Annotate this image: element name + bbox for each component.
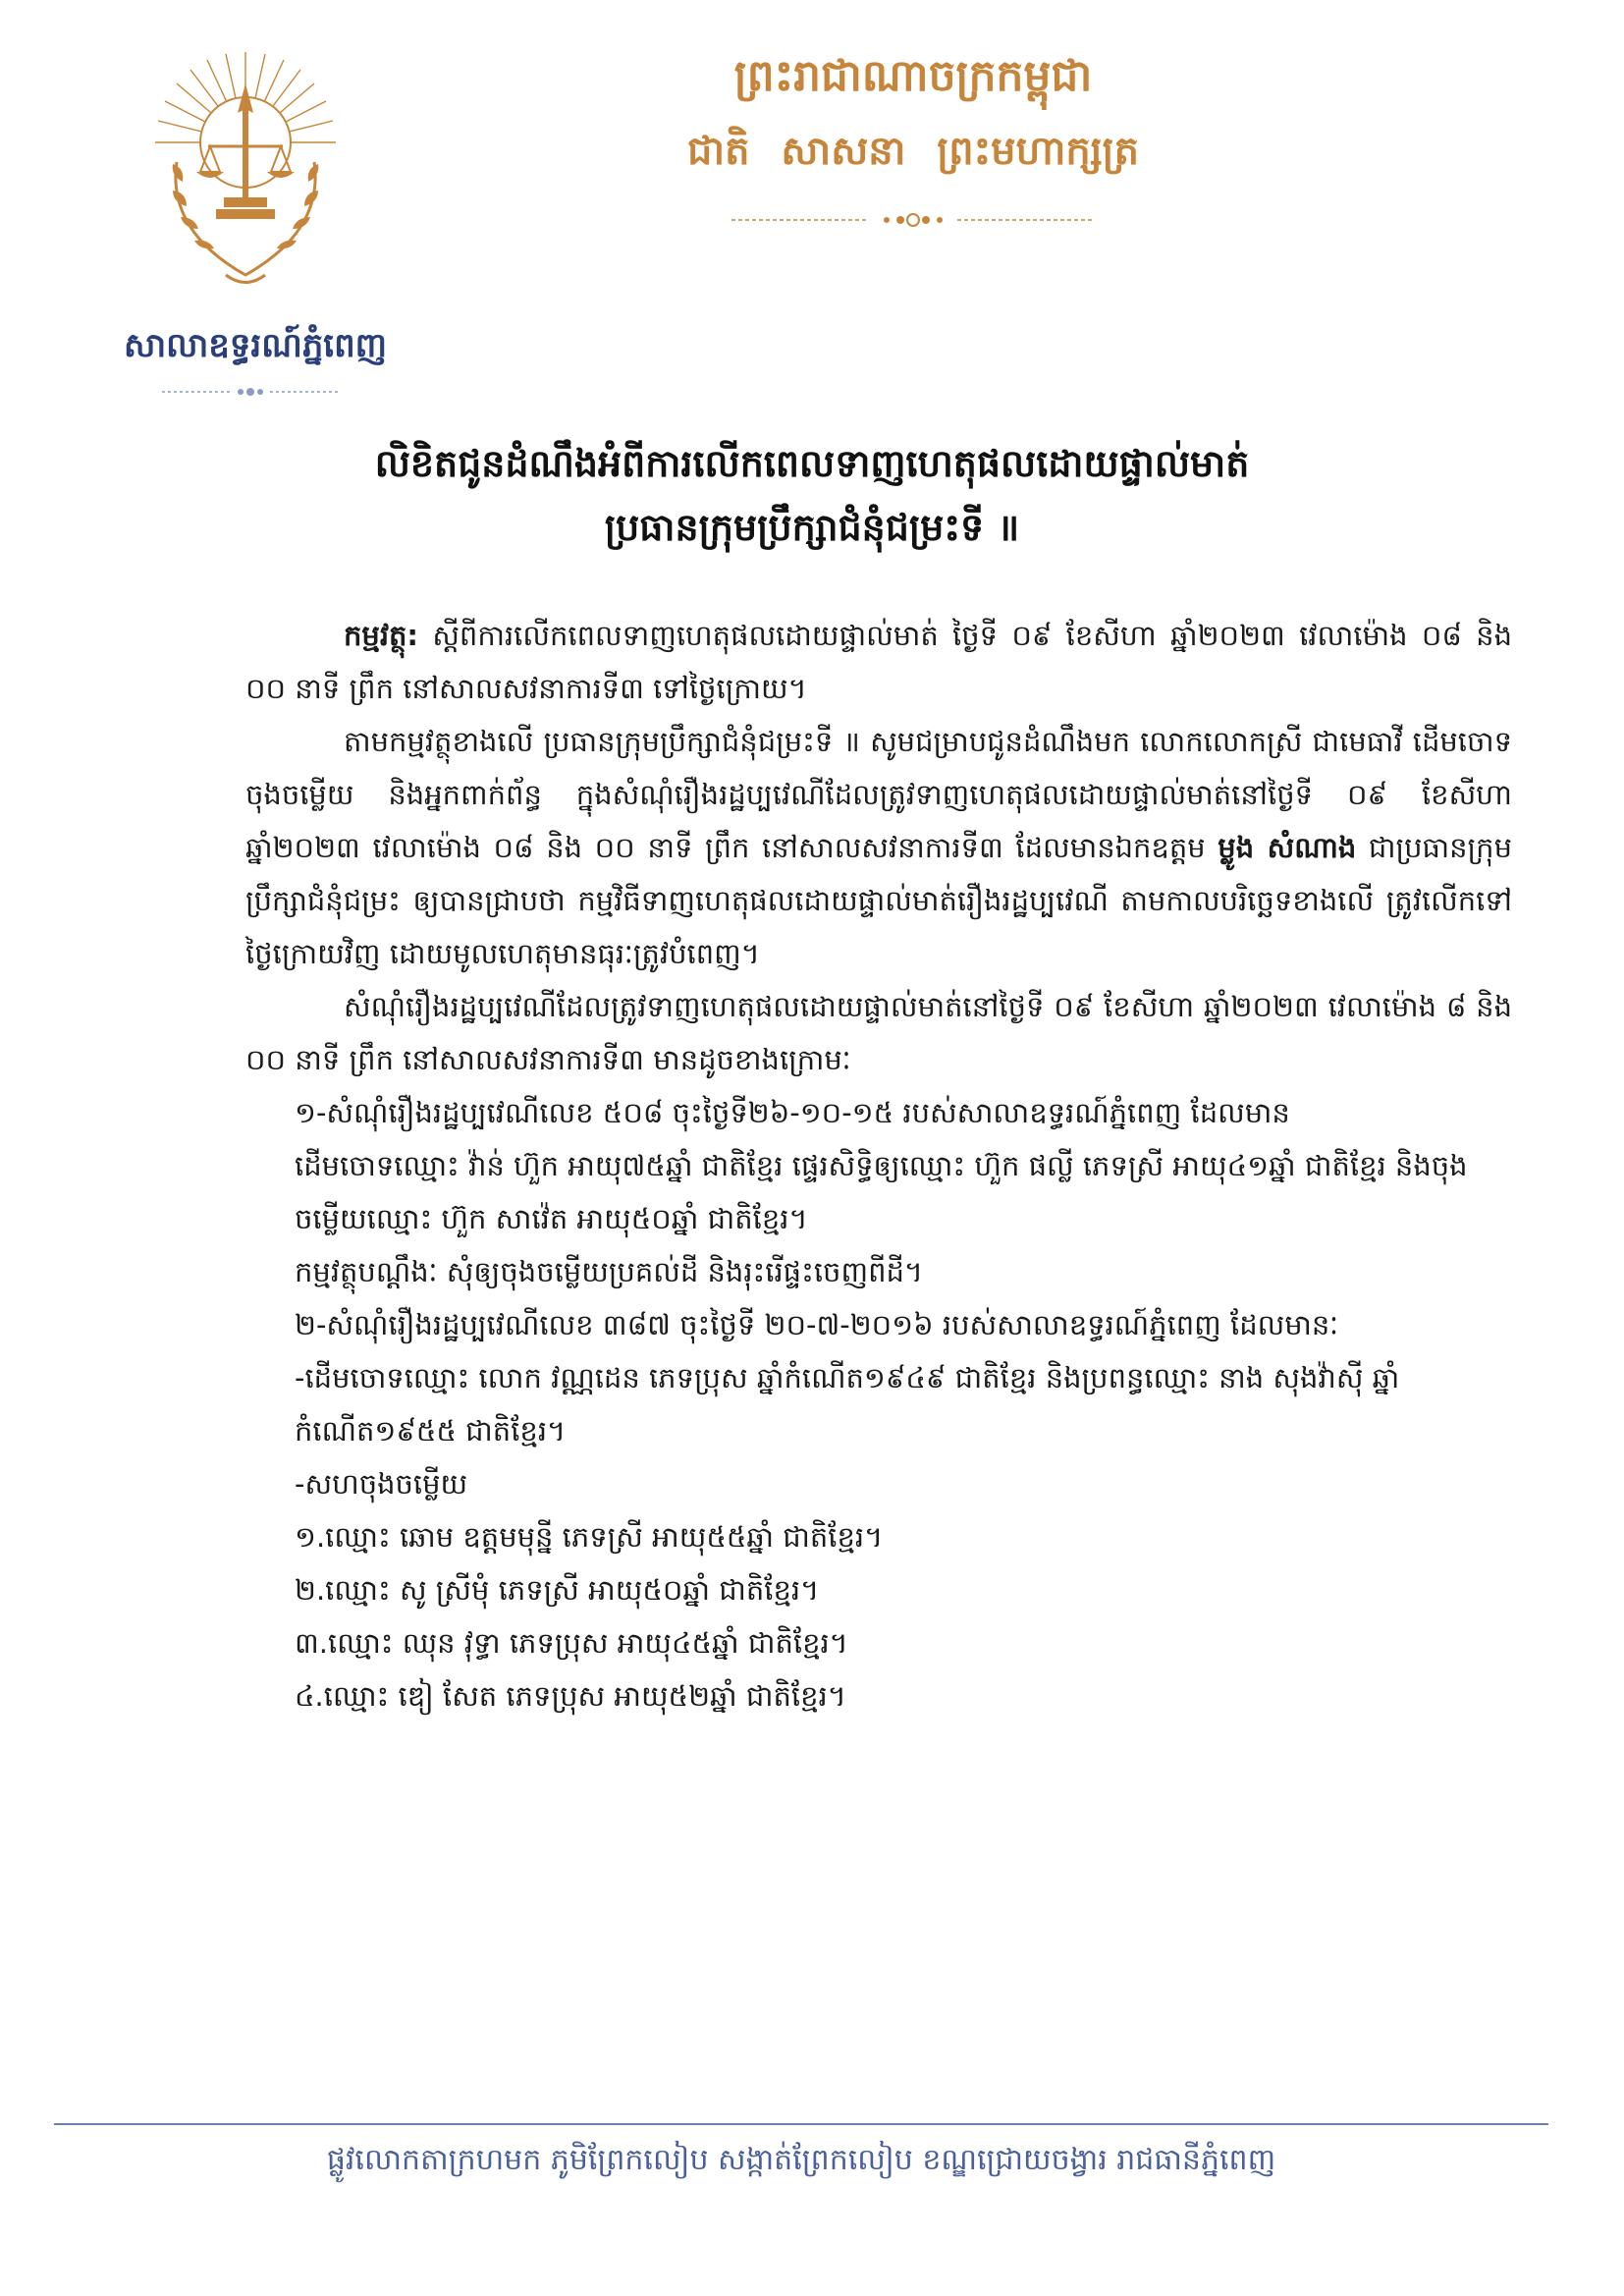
subject-paragraph: [245, 609, 1512, 715]
case1-header: ១-សំណុំរឿងរដ្ឋប្បវេណីលេខ ៥០៨ ចុះថ្ងៃទី២៦-១០-១៥ របស់សាលាឧទ្ធរណ៍ភ្នំពេញ ដែលមាន: [295, 1096, 1290, 1129]
court-ornament-icon: [162, 385, 339, 399]
kingdom-name: ព្រះរាជាណាចក្រកម្ពុជា: [733, 51, 1093, 101]
cases-intro-paragraph: សំណុំរឿងរដ្ឋប្បវេណីដែលត្រូវទាញហេតុផលដោយផ្ទាល់មាត់នៅថ្ងៃទី ០៩ ខែសីហា ឆ្នាំ២០២៣ វេលាម៉ោង ៨ និង ០០ នាទី ព្រឹក នៅសាលសវនាការទី៣ មានដូចខាងក្រោមៈ: [245, 990, 1512, 1076]
case2-defendant-1: ១.ឈ្មោះ ឆោម ឧត្តមមុន្នី ភេទស្រី អាយុ៥៥ឆ្នាំ ជាតិខ្មែរ។: [295, 1520, 884, 1554]
court-name: សាលាឧទ្ធរណ៍ភ្នំពេញ: [123, 326, 388, 365]
letter-subtitle: ប្រធានក្រុមប្រឹក្សាជំនុំជម្រះទី ॥: [604, 506, 1020, 549]
notice-paragraph: [245, 715, 1512, 980]
case1-parties: ដើមចោទឈ្មោះ វ៉ាន់ ហ៊ួក អាយុ៧៥ឆ្នាំ ជាតិខ្មែរ ផ្ទេរសិទ្ធិឲ្យឈ្មោះ ហ៊ួក ផល្លី ភេទស្រី អាយុ៤១ឆ្នាំ ជាតិខ្មែរ និងចុងចម្លើយឈ្មោះ ហ៊ួក សាវ៉េត អាយុ៥០ឆ្នាំ ជាតិខ្មែរ។: [295, 1149, 1468, 1235]
notice-text-start: តាមកម្មវត្ថុខាងលើ ប្រធានក្រុមប្រឹក្សាជំនុំជម្រះទី ॥ សូមជម្រាបជូនដំណឹងមក លោកលោកស្រី ជាមេធាវី ដើមចោទ ចុងចម្លើយ និងអ្នកពាក់ព័ន្ធ ក្នុងសំណុំរឿងរដ្ឋប្បវេណីដែលត្រូវទាញហេតុផលដោយផ្ទាល់មាត់នៅថ្ងៃទី ០៩ ខែសីហា ឆ្នាំ២០២៣ វេលាម៉ោង ០៨ និង ០០ នាទី ព្រឹក នៅសាលសវនាការទី៣ ដែលមានឯកឧត្តម: [245, 725, 1512, 864]
subject-label: កម្មវត្ថុ:: [344, 619, 419, 652]
case2-defendants-label: -សហចុងចម្លើយ: [295, 1467, 468, 1501]
letter-body: [245, 609, 1512, 1722]
notice-text-end: ជាប្រធានក្រុមប្រឹក្សាជំនុំជម្រះ ឲ្យបានជ្រាបថា កម្មវិធីទាញហេតុផលដោយផ្ទាល់មាត់រឿងរដ្ឋប្បវេណី តាមកាលបរិច្ឆេទខាងលើ ត្រូវលើកទៅថ្ងៃក្រោយវិញ ដោយមូលហេតុមានធុរៈត្រូវបំពេញ។: [245, 831, 1512, 970]
presiding-judge-name: ម្លូង សំណាង: [1218, 831, 1357, 864]
subject-text: ស្តីពីការលើកពេលទាញហេតុផលដោយផ្ទាល់មាត់ ថ្ងៃទី ០៩ ខែសីហា ឆ្នាំ២០២៣ វេលាម៉ោង ០៨ និង ០០ នាទី ព្រឹក នៅសាលសវនាការទី៣ ទៅថ្ងៃក្រោយ។: [245, 619, 1512, 705]
case2-plaintiff: -ដើមចោទឈ្មោះ លោក វណ្ណដេន ភេទប្រុស ឆ្នាំកំណើត១៩៤៩ ជាតិខ្មែរ និងប្រពន្ធឈ្មោះ នាង សុងវ៉ាស៊ី ឆ្នាំកំណើត១៩៥៥ ជាតិខ្មែរ។: [295, 1361, 1400, 1448]
national-motto: ជាតិ សាសនា ព្រះមហាក្សត្រ: [687, 129, 1139, 174]
footer-address: ផ្លូវលោកតាក្រហមក ភូមិព្រែកលៀប សង្កាត់ព្រែកលៀប ខណ្ឌជ្រោយចង្វារ រាជធានីភ្នំពេញ: [326, 2143, 1276, 2177]
case2-defendant-2: ២.ឈ្មោះ សូ ស្រីមុំ ភេទស្រី អាយុ៥០ឆ្នាំ ជាតិខ្មែរ។: [295, 1573, 820, 1607]
footer-divider: [54, 2123, 1548, 2125]
case2-defendant-3: ៣.ឈ្មោះ ឈុន វុទ្ធា ភេទប្រុស អាយុ៤៥ឆ្នាំ ជាតិខ្មែរ។: [295, 1626, 848, 1660]
case1-claim: កម្មវត្ថុបណ្តឹងៈ សុំឲ្យចុងចម្លើយប្រគល់ដី និងរុះរើផ្ទះចេញពីដី។: [295, 1255, 923, 1288]
case2-header: ២-សំណុំរឿងរដ្ឋប្បវេណីលេខ ៣៨៧ ចុះថ្ងៃទី ២០-៧-២០១៦ របស់សាលាឧទ្ធរណ៍ភ្នំពេញ ដែលមានៈ: [295, 1308, 1339, 1341]
motto-ornament-icon: [731, 211, 1095, 229]
case2-defendant-4: ៤.ឈ្មោះ ឌៀ សែត ភេទប្រុស អាយុ៥២ឆ្នាំ ជាតិខ្មែរ។: [295, 1679, 846, 1713]
court-emblem-icon: [147, 44, 344, 309]
letter-title: លិខិតជូនដំណឹងអំពីការលើកពេលទាញហេតុផលដោយផ្ទាល់មាត់: [374, 442, 1250, 485]
